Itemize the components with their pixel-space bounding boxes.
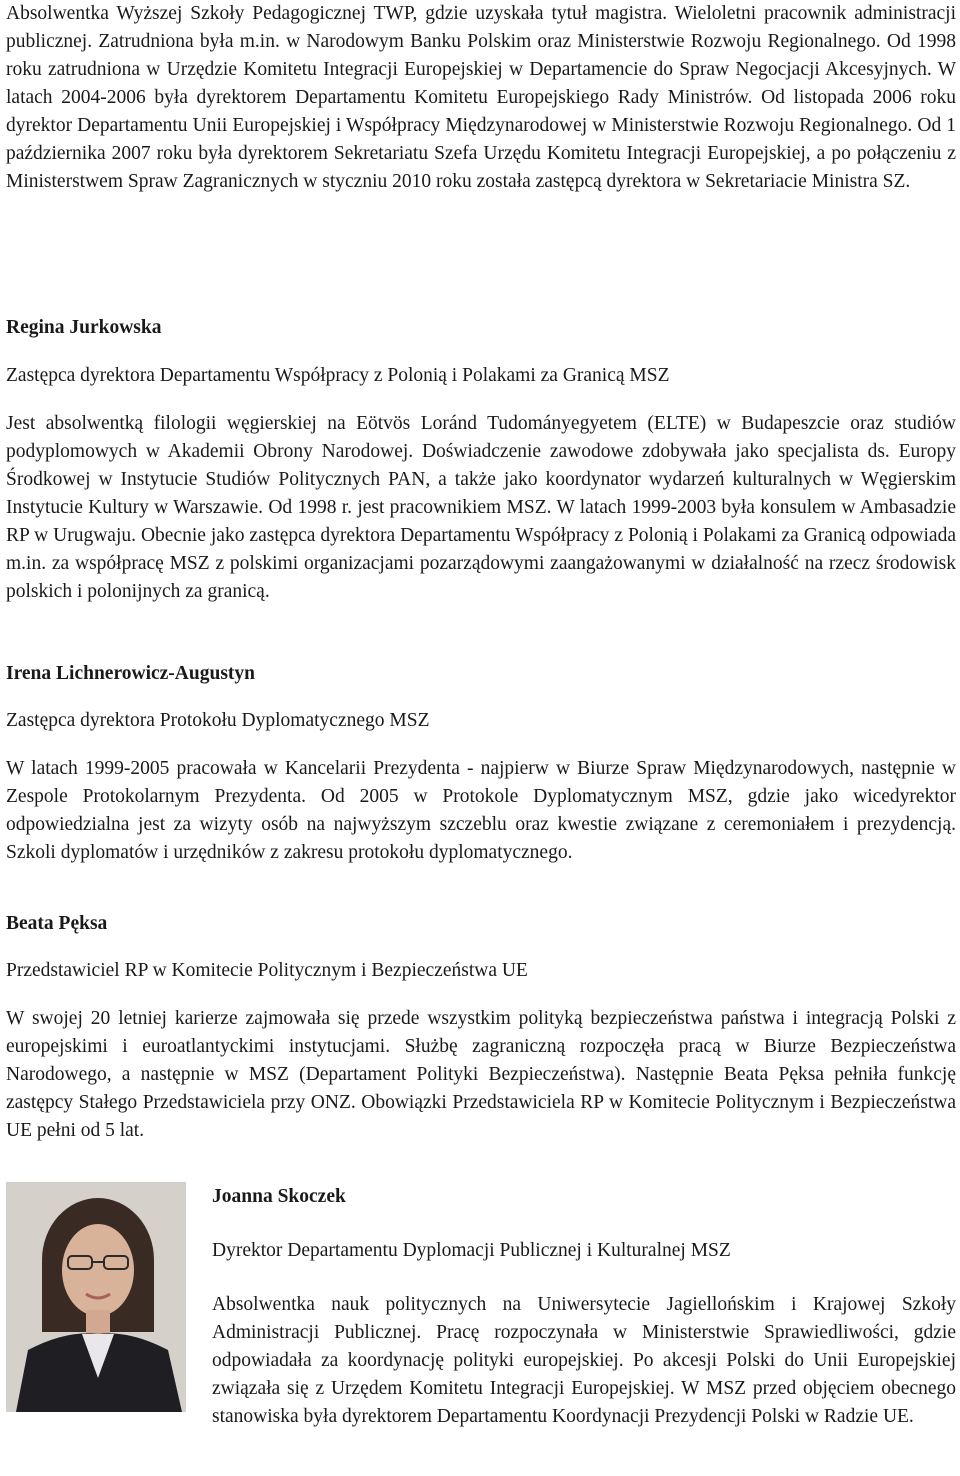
peksa-name: Beata Pęksa: [6, 913, 108, 934]
lichnerowicz-position: Zastępca dyrektora Protokołu Dyplomatycznego MSZ: [6, 710, 430, 731]
jurkowska-name: Regina Jurkowska: [6, 317, 162, 338]
peksa-bio: W swojej 20 letniej karierze zajmowała się przede wszystkim polityką bezpieczeństwa państwa i integracją Polski z europejskimi i euroatlantyckimi instytucjami. Służbę zagraniczną rozpoczęła pracą w Biurze Bezpieczeństwa Narodowego, a następnie w MSZ (Departament Polityki Bezpieczeństwa). Następnie Beata Pęksa pełniła funkcję zastępcy Stałego Przedstawiciela przy ONZ. Obowiązki Przedstawiciela RP w Komitecie Politycznym i Bezpieczeństwa UE pełni od 5 lat.: [6, 1008, 956, 1141]
peksa-position: Przedstawiciel RP w Komitecie Politycznym i Bezpieczeństwa UE: [6, 960, 528, 981]
portrait-photo: [6, 1182, 186, 1412]
skoczek-name: Joanna Skoczek: [212, 1186, 346, 1207]
intro-bio: Absolwentka Wyższej Szkoły Pedagogicznej TWP, gdzie uzyskała tytuł magistra. Wieloletni pracownik administracji publicznej. Zatrudniona była m.in. w Narodowym Banku Polskim oraz Ministerstwie Rozwoju Regionalnego. Od 1998 roku zatrudniona w Urzędzie Komitetu Integracji Europejskiej w Departamencie do Spraw Negocjacji Akcesyjnych. W latach 2004-2006 była dyrektorem Departamentu Komitetu Europejskiego Rady Ministrów. Od listopada 2006 roku dyrektor Departamentu Unii Europejskiej i Współpracy Międzynarodowej w Ministerstwie Rozwoju Regionalnego. Od 1 października 2007 roku była dyrektorem Sekretariatu Szefa Urzędu Komitetu Integracji Europejskiej, a po połączeniu z Ministerstwem Spraw Zagranicznych w styczniu 2010 roku została zastępcą dyrektora w Sekretariacie Ministra SZ.: [6, 3, 956, 192]
lichnerowicz-bio: W latach 1999-2005 pracowała w Kancelarii Prezydenta - najpierw w Biurze Spraw Międzynarodowych, następnie w Zespole Protokolarnym Prezydenta. Od 2005 w Protokole Dyplomatycznym MSZ, gdzie jako wicedyrektor odpowiedzialna jest za wizyty osób na najwyższym szczeblu oraz kwestie związane z ceremoniałem i prezydencją. Szkoli dyplomatów i urzędników z zakresu protokołu dyplomatycznego.: [6, 758, 956, 863]
portrait-image: [6, 1182, 186, 1412]
skoczek-position: Dyrektor Departamentu Dyplomacji Publicznej i Kulturalnej MSZ: [212, 1240, 731, 1261]
skoczek-bio: Absolwentka nauk politycznych na Uniwersytecie Jagiellońskim i Krajowej Szkoły Administracji Publicznej. Pracę rozpoczynała w Ministerstwie Sprawiedliwości, gdzie odpowiadała za koordynację polityki europejskiej. Po akcesji Polski do Unii Europejskiej związała się z Urzędem Komitetu Integracji Europejskiej. W MSZ przed objęciem obecnego stanowiska była dyrektorem Departamentu Koordynacji Prezydencji Polski w Radzie UE.: [212, 1294, 956, 1427]
lichnerowicz-name: Irena Lichnerowicz-Augustyn: [6, 663, 255, 684]
jurkowska-position: Zastępca dyrektora Departamentu Współpracy z Polonią i Polakami za Granicą MSZ: [6, 365, 670, 386]
jurkowska-bio: Jest absolwentką filologii węgierskiej na Eötvös Loránd Tudományegyetem (ELTE) w Budapeszcie oraz studiów podyplomowych w Akademii Obrony Narodowej. Doświadczenie zawodowe zdobywała jako specjalista ds. Europy Środkowej w Instytucie Studiów Politycznych PAN, a także jako koordynator wydarzeń kulturalnych w Węgierskim Instytucie Kultury w Warszawie. Od 1998 r. jest pracownikiem MSZ. W latach 1999-2003 była konsulem w Ambasadzie RP w Urugwaju. Obecnie jako zastępca dyrektora Departamentu Współpracy z Polonią i Polakami za Granicą odpowiada m.in. za współpracę MSZ z polskimi organizacjami pozarządowymi zaangażowanymi w działalność na rzecz środowisk polskich i polonijnych za granicą.: [6, 413, 956, 602]
